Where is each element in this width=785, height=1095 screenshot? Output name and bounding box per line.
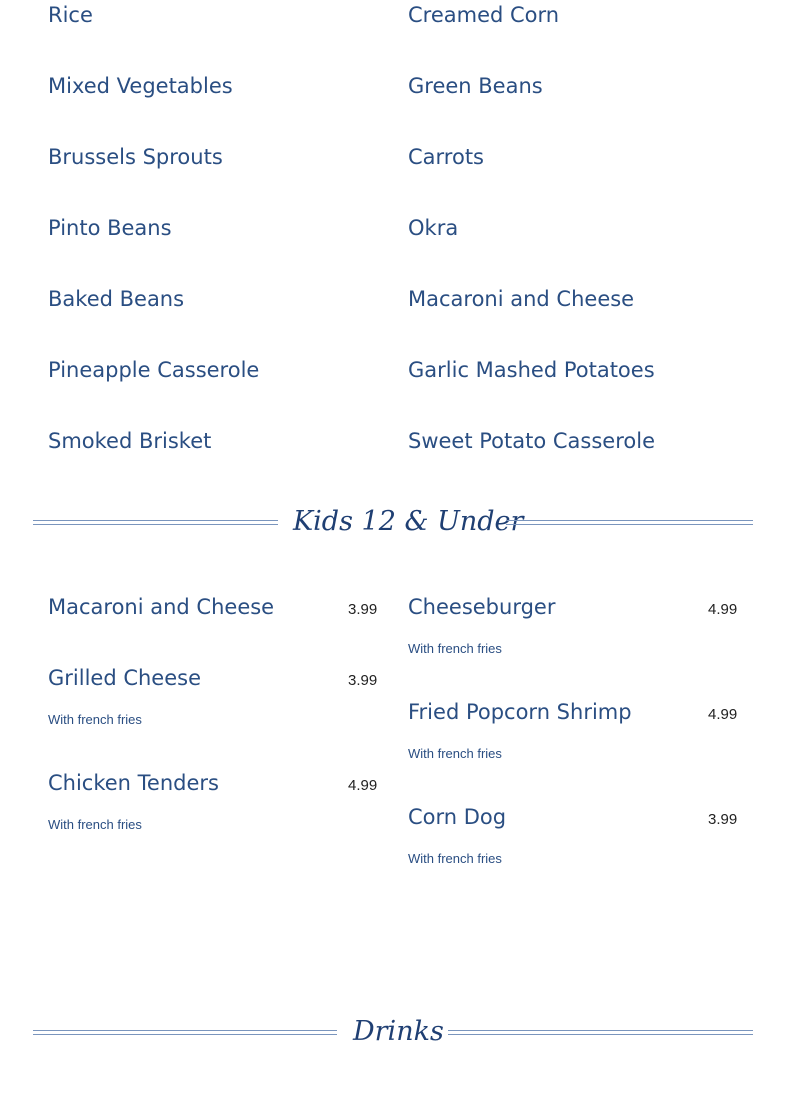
menu-item-description: With french fries [48, 817, 142, 832]
divider [33, 520, 278, 525]
drinks-section-header [33, 1012, 753, 1052]
side-item: Okra [408, 216, 459, 240]
menu-item-price: 3.99 [708, 811, 738, 828]
section-title: Drinks [353, 1016, 444, 1047]
side-item: Pineapple Casserole [48, 358, 260, 382]
menu-item-price: 4.99 [708, 601, 738, 618]
menu-item-name: Macaroni and Cheese [48, 595, 275, 619]
side-item: Pinto Beans [48, 216, 172, 240]
menu-item-name: Corn Dog [408, 805, 507, 829]
menu-item-price: 3.99 [348, 601, 378, 618]
menu-item-description: With french fries [48, 712, 142, 727]
menu-item-name: Cheeseburger [408, 595, 556, 619]
side-item: Green Beans [408, 74, 543, 98]
menu-item-price: 4.99 [348, 777, 378, 794]
side-item: Creamed Corn [408, 3, 560, 27]
menu-item-description: With french fries [408, 851, 502, 866]
divider [506, 520, 753, 525]
side-item: Macaroni and Cheese [408, 287, 635, 311]
kids-section-header [33, 502, 753, 542]
menu-item-price: 4.99 [708, 706, 738, 723]
menu-item-name: Grilled Cheese [48, 666, 202, 690]
side-item: Baked Beans [48, 287, 185, 311]
side-item: Rice [48, 3, 93, 27]
side-item: Mixed Vegetables [48, 74, 233, 98]
menu-item-description: With french fries [408, 746, 502, 761]
side-item: Brussels Sprouts [48, 145, 223, 169]
menu-item-description: With french fries [408, 641, 502, 656]
menu-item-price: 3.99 [348, 672, 378, 689]
section-title: Kids 12 & Under [293, 506, 524, 537]
side-item: Garlic Mashed Potatoes [408, 358, 655, 382]
side-item: Smoked Brisket [48, 429, 212, 453]
side-item: Sweet Potato Casserole [408, 429, 655, 453]
menu-item-name: Chicken Tenders [48, 771, 219, 795]
menu-item-name: Fried Popcorn Shrimp [408, 700, 632, 724]
divider [33, 1030, 337, 1035]
divider [448, 1030, 753, 1035]
side-item: Carrots [408, 145, 484, 169]
